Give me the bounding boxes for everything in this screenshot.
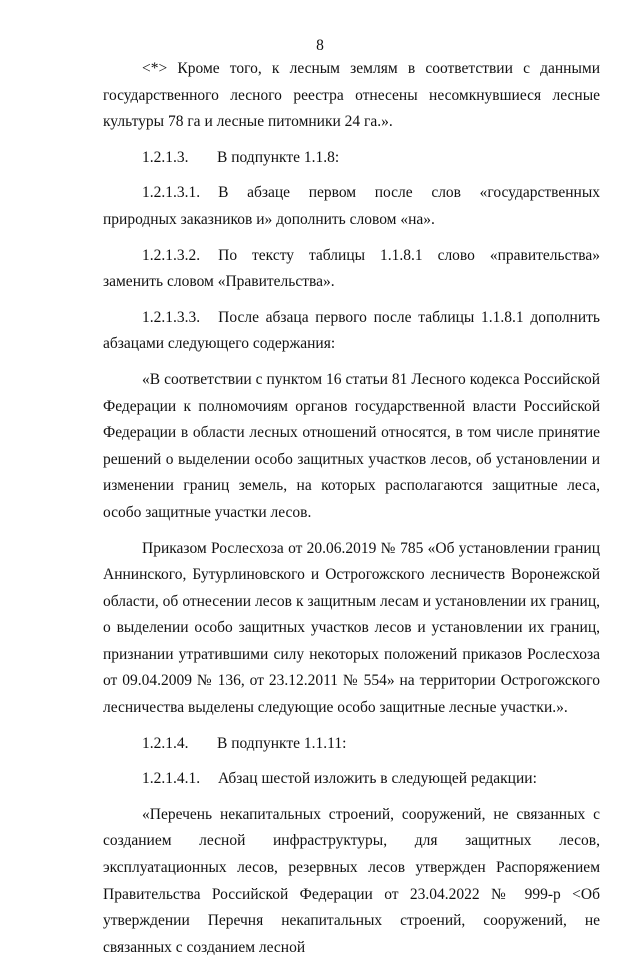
- quoted-paragraph: «В соответствии с пунктом 16 статьи 81 Лесного кодекса Российской Федерации к полномочиям органов государственной власти Российской Федерации в области лесных отношений относятся, в том числе принятие решений о выделении особо защитных участков лесов, об установлении и изменении границ земель, на которых располагаются защитные леса, особо защитные участки лесов.: [103, 370, 600, 521]
- footnote-paragraph: <*> Кроме того, к лесным землям в соответствии с данными государственного лесного реестра отнесены несомкнувшиеся лесные культуры 78 га и лесные питомники 24 га.».: [103, 60, 600, 131]
- item-text: Абзац шестой изложить в следующей редакции:: [218, 770, 537, 788]
- item-number: 1.2.1.3.2.: [142, 246, 201, 264]
- list-item: [103, 305, 600, 358]
- item-text: В подпункте 1.1.11:: [217, 734, 347, 752]
- list-item: [103, 180, 600, 233]
- item-text: В абзаце первом после слов «государственных природных заказников и» дополнить словом «на».: [103, 184, 600, 228]
- order-paragraph: Приказом Рослесхоза от 20.06.2019 № 785 «Об установлении границ Аннинского, Бутурлиновского и Острогожского лесничеств Воронежской области, об отнесении лесов к защитным лесам и установлении их границ, о выделении особо защитных участков лесов и установлении их границ, признании утратившими силу некоторых положений приказов Рослесхоза от 09.04.2009 № 136, от 23.12.2011 № 554» на территории Острогожского лесничества выделены следующие особо защитные лесные участки.».: [103, 539, 600, 717]
- document-body: [103, 56, 600, 970]
- item-number: 1.2.1.3.: [142, 148, 189, 166]
- page-number: 8: [316, 37, 324, 54]
- list-paragraph: «Перечень некапитальных строений, сооружений, не связанных с созданием лесной инфраструктуры, для защитных лесов, эксплуатационных лесов, резервных лесов утвержден Распоряжением Правительства Российской Федерации от 23.04.2022 № 999-р <Об утверждении Перечня некапитальных строений, сооружений, не связанных с созданием лесной: [103, 805, 600, 956]
- item-number: 1.2.1.4.: [142, 734, 189, 752]
- list-item: [103, 243, 600, 296]
- list-item: [103, 766, 600, 793]
- list-item: [103, 731, 600, 758]
- item-number: 1.2.1.3.3.: [142, 308, 201, 326]
- item-text: В подпункте 1.1.8:: [217, 148, 340, 166]
- list-item: [103, 145, 600, 172]
- item-number: 1.2.1.4.1.: [142, 770, 201, 788]
- item-text: После абзаца первого после таблицы 1.1.8.1 дополнить абзацами следующего содержания:: [103, 308, 600, 353]
- item-number: 1.2.1.3.1.: [142, 184, 201, 202]
- item-text: По тексту таблицы 1.1.8.1 слово «правительства» заменить словом «Правительства».: [103, 246, 600, 291]
